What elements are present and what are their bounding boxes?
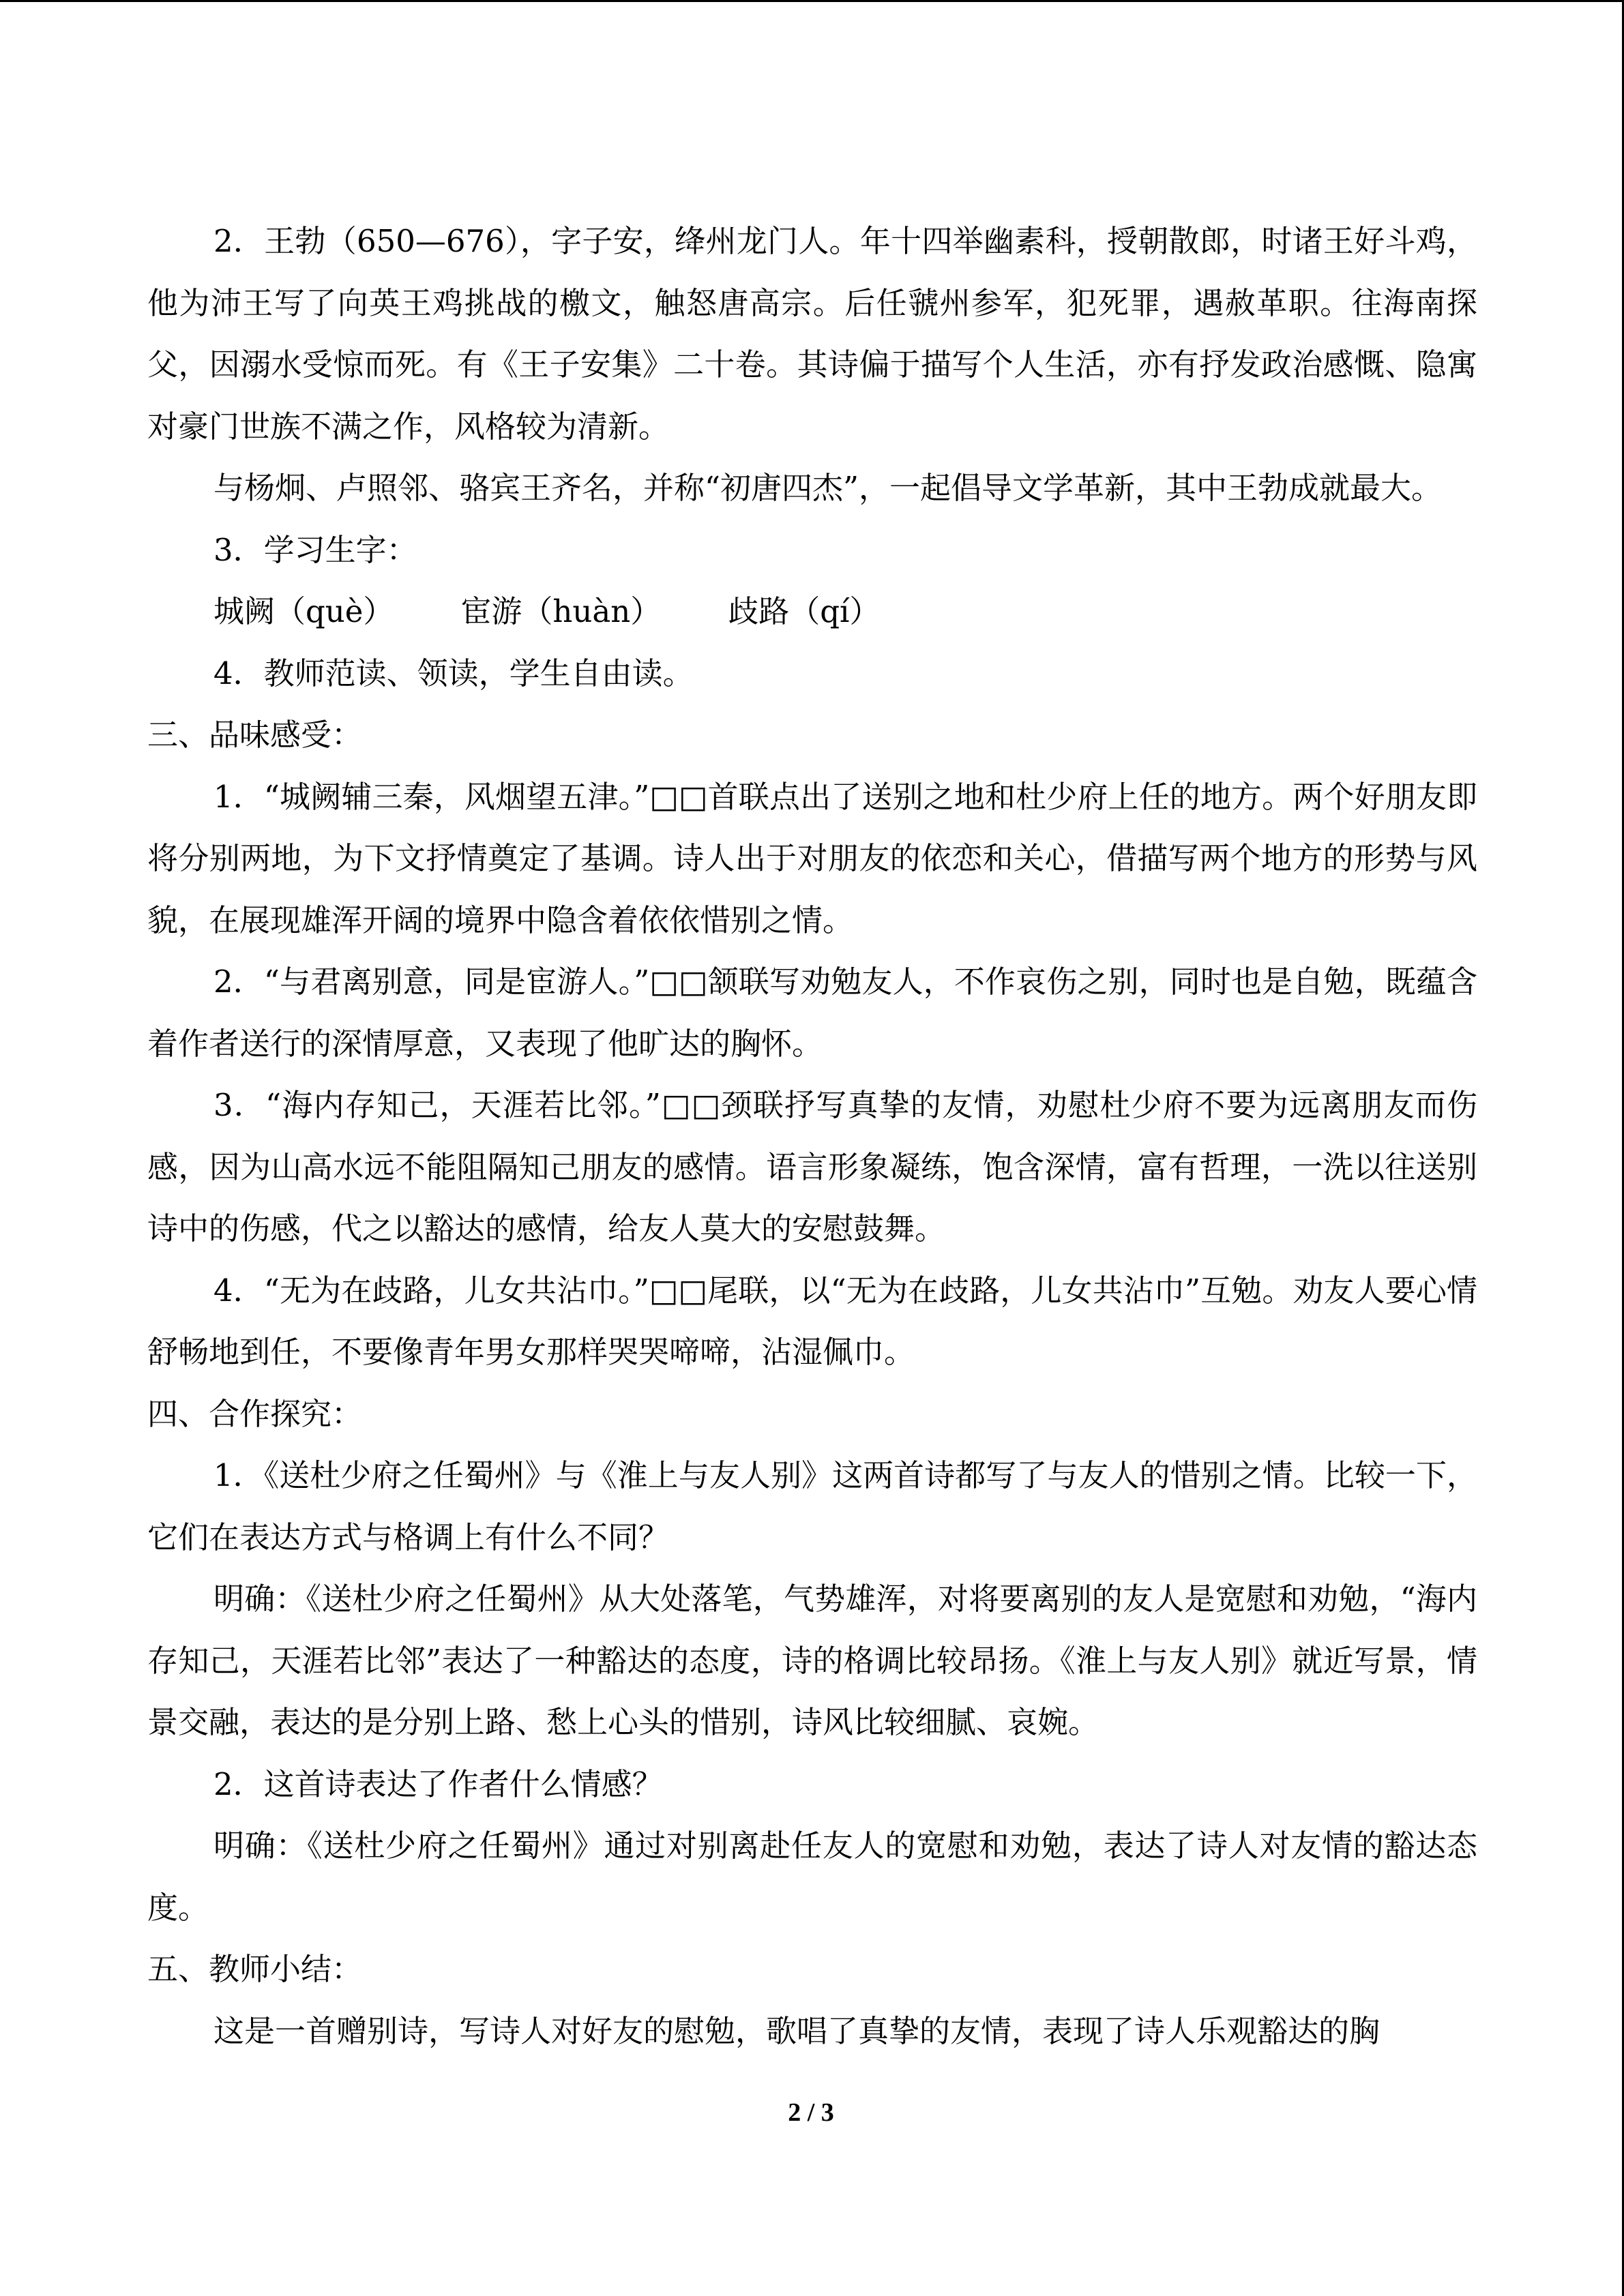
vocab-list	[147, 581, 1477, 643]
section-heading-5: 五、教师小结：	[147, 1951, 363, 1987]
page-body	[147, 211, 1477, 2062]
page-number: 2 / 3	[788, 2098, 834, 2127]
reading-paragraph: 4．教师范读、领读，学生自由读。	[213, 655, 694, 691]
section-heading-3: 三、品味感受：	[147, 717, 363, 753]
poem-line-analysis-3: 3．“海内存知己，天涯若比邻。”□□颈联抒写真挚的友情，劝慰杜少府不要为远离朋友而伤感，因为山高水远不能阻隔知己朋友的感情。语言形象凝练，饱含深情，富有哲理，一洗以往送别诗中的伤感，代之以豁达的感情，给友人莫大的安慰鼓舞。	[147, 1087, 1477, 1247]
answer-2: 明确：《送杜少府之任蜀州》通过对别离赴任友人的宽慰和劝勉，表达了诗人对友情的豁达态度。	[147, 1828, 1477, 1926]
section-heading-4: 四、合作探究：	[147, 1395, 363, 1432]
vocab-word: 城阙（què）	[213, 593, 394, 629]
poem-line-analysis-1: 1．“城阙辅三秦，风烟望五津。”□□首联点出了送别之地和杜少府上任的地方。两个好朋友即将分别两地，为下文抒情奠定了基调。诗人出于对朋友的依恋和关心，借描写两个地方的形势与风貌，在展现雄浑开阔的境界中隐含着依依惜别之情。	[147, 778, 1477, 938]
question-1: 1．《送杜少府之任蜀州》与《淮上与友人别》这两首诗都写了与友人的惜别之情。比较一下，它们在表达方式与格调上有什么不同？	[147, 1457, 1477, 1555]
vocab-word: 宦游（huàn）	[460, 593, 662, 629]
poem-line-analysis-4: 4．“无为在歧路，儿女共沾巾。”□□尾联，以“无为在歧路，儿女共沾巾”互勉。劝友人要心情舒畅地到任，不要像青年男女那样哭哭啼啼，沾湿佩巾。	[147, 1272, 1477, 1370]
four-talents-paragraph: 与杨炯、卢照邻、骆宾王齐名，并称“初唐四杰”，一起倡导文学革新，其中王勃成就最大。	[213, 470, 1443, 506]
vocab-heading: 3．学习生字：	[213, 531, 417, 568]
vocab-word: 歧路（qí）	[728, 593, 881, 629]
author-intro-paragraph: 2．王勃（650—676），字子安，绛州龙门人。年十四举幽素科，授朝散郎，时诸王好斗鸡，他为沛王写了向英王鸡挑战的檄文，触怒唐高宗。后任虢州参军，犯死罪，遇赦革职。往海南探父，因溺水受惊而死。有《王子安集》二十卷。其诗偏于描写个人生活，亦有抒发政治感慨、隐寓对豪门世族不满之作，风格较为清新。	[147, 223, 1477, 445]
question-2: 2．这首诗表达了作者什么情感？	[213, 1765, 663, 1802]
answer-1: 明确：《送杜少府之任蜀州》从大处落笔，气势雄浑，对将要离别的友人是宽慰和劝勉，“海内存知己，天涯若比邻”表达了一种豁达的态度，诗的格调比较昂扬。《淮上与友人别》就近写景，情景交融，表达的是分别上路、愁上心头的惜别，诗风比较细腻、哀婉。	[147, 1581, 1477, 1740]
summary-paragraph: 这是一首赠别诗，写诗人对好友的慰勉，歌唱了真挚的友情，表现了诗人乐观豁达的胸	[213, 2012, 1381, 2049]
poem-line-analysis-2: 2．“与君离别意，同是宦游人。”□□颔联写劝勉友人，不作哀伤之别，同时也是自勉，既蕴含着作者送行的深情厚意，又表现了他旷达的胸怀。	[147, 964, 1477, 1062]
